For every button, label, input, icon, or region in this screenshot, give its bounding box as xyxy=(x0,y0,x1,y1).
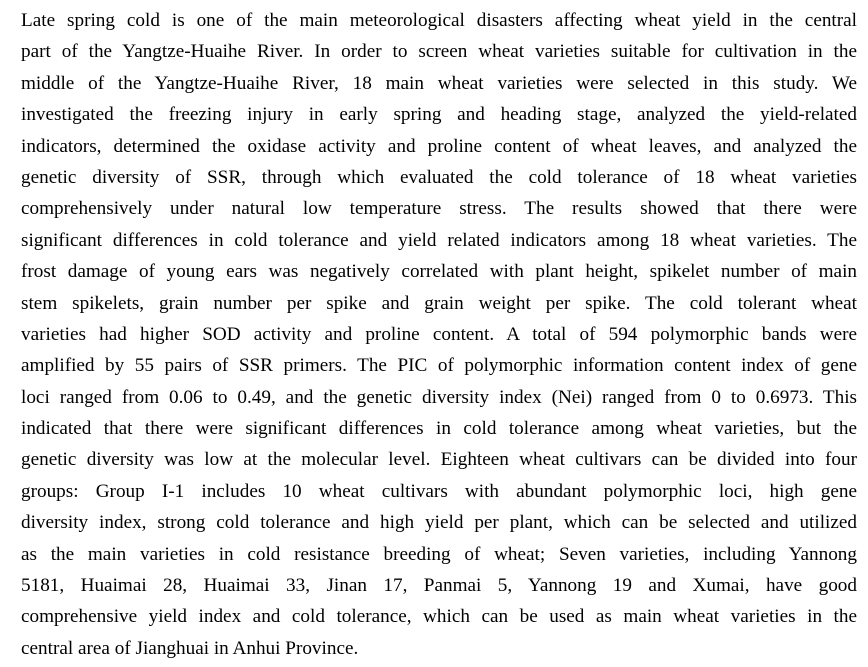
abstract-line: indicators, determined the oxidase activity and proline content of wheat leaves, and analyzed the xyxy=(21,135,857,157)
abstract-line: comprehensively under natural low temperature stress. The results showed that there were xyxy=(21,198,857,220)
abstract-line: varieties had higher SOD activity and proline content. A total of 594 polymorphic bands were xyxy=(21,323,857,345)
abstract-line: part of the Yangtze-Huaihe River. In order to screen wheat varieties suitable for cultivation in the xyxy=(21,41,857,63)
abstract-line: amplified by 55 pairs of SSR primers. The PIC of polymorphic information content index of gene xyxy=(21,355,857,377)
abstract-line: loci ranged from 0.06 to 0.49, and the genetic diversity index (Nei) ranged from 0 to 0.6973. This xyxy=(21,386,857,408)
abstract-line: significant differences in cold tolerance and yield related indicators among 18 wheat varieties. The xyxy=(21,229,857,251)
abstract-line: Late spring cold is one of the main meteorological disasters affecting wheat yield in the central xyxy=(21,10,857,31)
abstract-line: stem spikelets, grain number per spike and grain weight per spike. The cold tolerant wheat xyxy=(21,292,857,314)
abstract-line: 5181, Huaimai 28, Huaimai 33, Jinan 17, Panmai 5, Yannong 19 and Xumai, have good xyxy=(21,575,857,597)
abstract-line: comprehensive yield index and cold tolerance, which can be used as main wheat varieties in the xyxy=(21,606,857,628)
abstract-line: indicated that there were significant differences in cold tolerance among wheat varieties, but the xyxy=(21,418,857,440)
abstract-line: as the main varieties in cold resistance breeding of wheat; Seven varieties, including Yannong xyxy=(21,543,857,565)
abstract-line: middle of the Yangtze-Huaihe River, 18 main wheat varieties were selected in this study. We xyxy=(21,72,857,94)
abstract-line: diversity index, strong cold tolerance and high yield per plant, which can be selected and utilized xyxy=(21,512,857,534)
abstract-line: genetic diversity was low at the molecular level. Eighteen wheat cultivars can be divided into four xyxy=(21,449,857,471)
abstract-paragraph xyxy=(21,5,857,664)
abstract-line: genetic diversity of SSR, through which evaluated the cold tolerance of 18 wheat varieties xyxy=(21,166,857,188)
abstract-line-last: central area of Jianghuai in Anhui Province. xyxy=(21,637,359,659)
abstract-line: frost damage of young ears was negatively correlated with plant height, spikelet number of main xyxy=(21,261,857,283)
abstract-line: investigated the freezing injury in early spring and heading stage, analyzed the yield-related xyxy=(21,104,857,126)
abstract-line: groups: Group I-1 includes 10 wheat cultivars with abundant polymorphic loci, high gene xyxy=(21,480,857,502)
